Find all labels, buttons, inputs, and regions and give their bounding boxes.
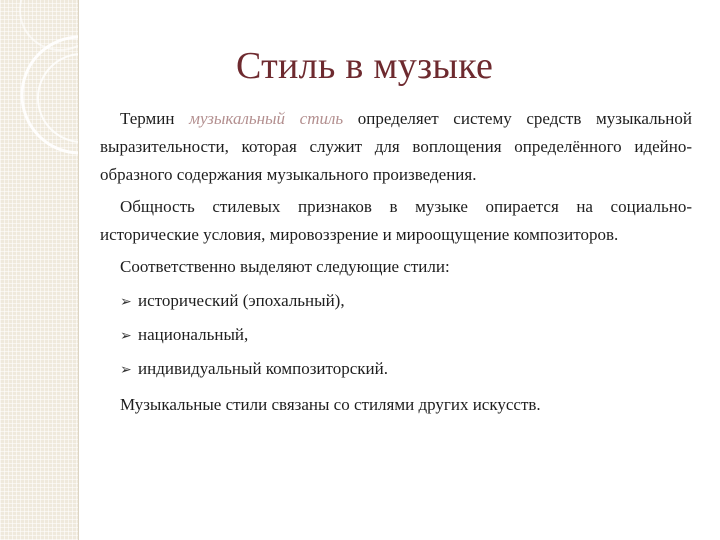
definition-prefix: Термин <box>120 109 175 128</box>
list-item <box>120 355 692 383</box>
arrow-bullet-icon: ➢ <box>120 295 132 310</box>
arrow-bullet-icon: ➢ <box>120 363 132 378</box>
conclusion-paragraph: Музыкальные стили связаны со стилями других искусств. <box>120 395 541 414</box>
arrow-bullet-icon: ➢ <box>120 329 132 344</box>
list-item-text: индивидуальный композиторский. <box>138 359 388 378</box>
definition-suffix: определяет систему средств музыкальной выразительности, которая служит для воплощения определённого идейно-образного содержания музыкального произведения. <box>100 109 693 184</box>
styles-list <box>100 287 692 383</box>
list-item-text: исторический (эпохальный), <box>138 291 345 310</box>
list-item <box>120 321 692 349</box>
list-item <box>120 287 692 315</box>
highlighted-term: музыкальный стиль <box>189 109 344 128</box>
styles-intro: Соответственно выделяют следующие стили: <box>120 257 450 276</box>
decorative-circles-ornament <box>0 0 78 540</box>
commonality-paragraph: Общность стилевых признаков в музыке опирается на социально-исторические условия, мировоззрение и мироощущение композиторов. <box>100 197 692 244</box>
slide-title: Стиль в музыке <box>236 45 494 87</box>
definition-paragraph <box>100 105 692 189</box>
side-band-divider <box>78 0 79 540</box>
decorative-side-band <box>0 0 78 540</box>
list-item-text: национальный, <box>138 325 249 344</box>
slide-body <box>100 105 692 419</box>
